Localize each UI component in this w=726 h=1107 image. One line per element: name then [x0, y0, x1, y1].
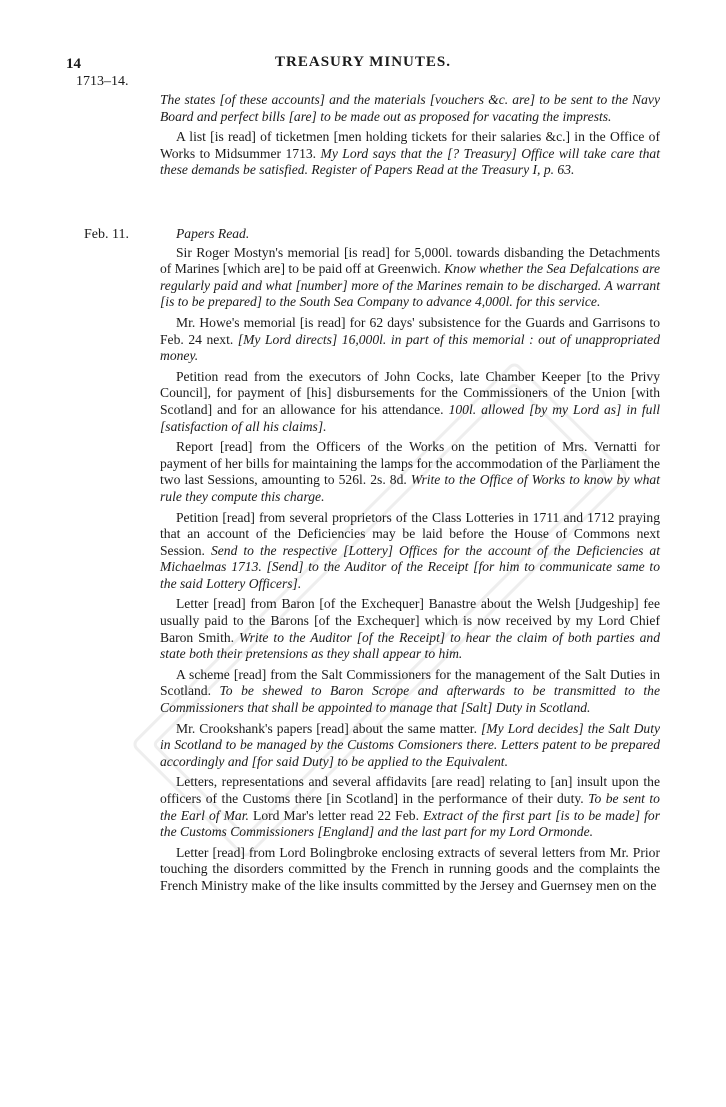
paragraph-text: Mr. Howe's memorial [is read] for 62 days' subsistence for the Guards and Garrisons to Feb. 24 next.	[160, 314, 660, 347]
paragraph-text: Petition [read] from several proprietors of the Class Lotteries in 1711 and 1712 praying that an account of the Deficiencies may be laid before the House of Commons next Session.	[160, 509, 660, 558]
year-range: 1713–14.	[76, 74, 129, 89]
paragraph-text: Letter [read] from Lord Bolingbroke enclosing extracts of several letters from Mr. Prior touching the disorders committed by the French in running goods and the complaints the French Ministry make of the like insults committed by the Jersey and Guernsey men on the	[160, 844, 660, 893]
body-text-top	[160, 92, 660, 183]
paragraph	[160, 596, 660, 662]
paragraph-text: Report [read] from the Officers of the Works on the petition of Mrs. Vernatti for payment of her bills for maintaining the lamps for the accommodation of the Parliament the two last Sessions, amounting to 526l. 2s. 8d.	[160, 439, 660, 488]
paragraph-text: Letters, representations and several affidavits [are read] relating to [an] insult upon the officers of the Customs there [in Scotland] in the performance of their duty.	[160, 774, 660, 806]
paragraph	[160, 721, 660, 771]
body-text-main	[160, 226, 660, 899]
paragraph-italic: [My Lord directs] 16,000l. in part of this memorial : out of unappropriated money.	[160, 331, 660, 364]
paragraph-italic: Write to the Office of Works to know by what rule they compute this charge.	[160, 472, 660, 504]
paragraph-italic: Write to the Auditor [of the Receipt] to hear the claim of both parties and state both their pretensions as they shall appear to him.	[160, 629, 660, 662]
section-heading: Papers Read.	[176, 226, 250, 241]
paragraph	[160, 369, 660, 435]
paragraph	[160, 245, 660, 311]
paragraph-italic: To be sent to the Earl of Mar.	[160, 791, 660, 823]
paragraph-text: A scheme [read] from the Salt Commissioners for the management of the Salt Duties in Scotland.	[160, 666, 660, 699]
paragraph-italic: Send to the respective [Lottery] Offices for the account of the Deficiencies at Michaelmas 1713. [Send] to the Auditor of the Receipt [for him to communicate same to the said Lottery Officers].	[160, 542, 660, 591]
paragraph	[160, 774, 660, 840]
paragraph-italic: 100l. allowed [by my Lord as] in full [satisfaction of all his claims].	[160, 401, 661, 434]
paragraph-text: A list [is read] of ticketmen [men holding tickets for their salaries &c.] in the Office of Works to Midsummer 1713.	[160, 129, 660, 161]
paragraph-text: Mr. Crookshank's papers [read] about the same matter.	[176, 720, 482, 736]
paragraph-text: Sir Roger Mostyn's memorial [is read] for 5,000l. towards disbanding the Detachments of Marines [which are] to be paid off at Greenwich.	[160, 244, 660, 277]
paragraph-italic: [My Lord decides] the Salt Duty in Scotland to be managed by the Customs Comsioners there. Letters patent to be prepared accordingly and [for said Duty] to be applied to the Equivalent.	[160, 720, 661, 769]
paragraph	[160, 129, 660, 179]
running-title: TREASURY MINUTES.	[275, 54, 451, 70]
paragraph	[160, 510, 660, 593]
paragraph-text: Lord Mar's letter read 22 Feb.	[248, 807, 424, 823]
paragraph	[160, 667, 660, 717]
paragraph-italic: Extract of the first part [is to be made] for the Customs Commissioners [England] and the last part for my Lord Ormonde.	[160, 807, 660, 840]
paragraph	[160, 315, 660, 365]
page-header	[0, 52, 726, 74]
page-number: 14	[66, 56, 81, 72]
paragraph	[160, 845, 660, 895]
paragraph-text: Petition read from the executors of John Cocks, late Chamber Keeper [to the Privy Council], for payment of [his] disbursements for the Commissioners of the Union [with Scotland] and for an allowance for his attendance.	[160, 368, 660, 417]
paragraph-italic: Know whether the Sea Defalcations are regularly paid and what [number] more of the Marines remain to be discharged. A warrant [is to be prepared] to the South Sea Company to advance 4,000l. for this service.	[160, 261, 660, 310]
paragraph-text: Letter [read] from Baron [of the Exchequer] Banastre about the Welsh [Judgeship] fee usually paid to the Barons [of the Exchequer] which is now received by my Lord Chief Baron Smith.	[160, 596, 660, 645]
paragraph-italic: To be shewed to Baron Scrope and afterwards to be transmitted to the Commissioners that shall be appointed to manage that [Salt] Duty in Scotland.	[160, 683, 660, 716]
paragraph	[160, 92, 660, 125]
paragraph	[160, 439, 660, 505]
paragraph-italic: My Lord says that the [? Treasury] Office will take care that these demands be satisfied. Register of Papers Read at the Treasury I, p. 63.	[160, 145, 660, 178]
paragraph-italic: The states [of these accounts] and the materials [vouchers &c. are] to be sent to the Navy Board and perfect bills [are] to be made out as proposed for vacating the imprests.	[160, 92, 660, 124]
margin-date: Feb. 11.	[84, 227, 129, 242]
